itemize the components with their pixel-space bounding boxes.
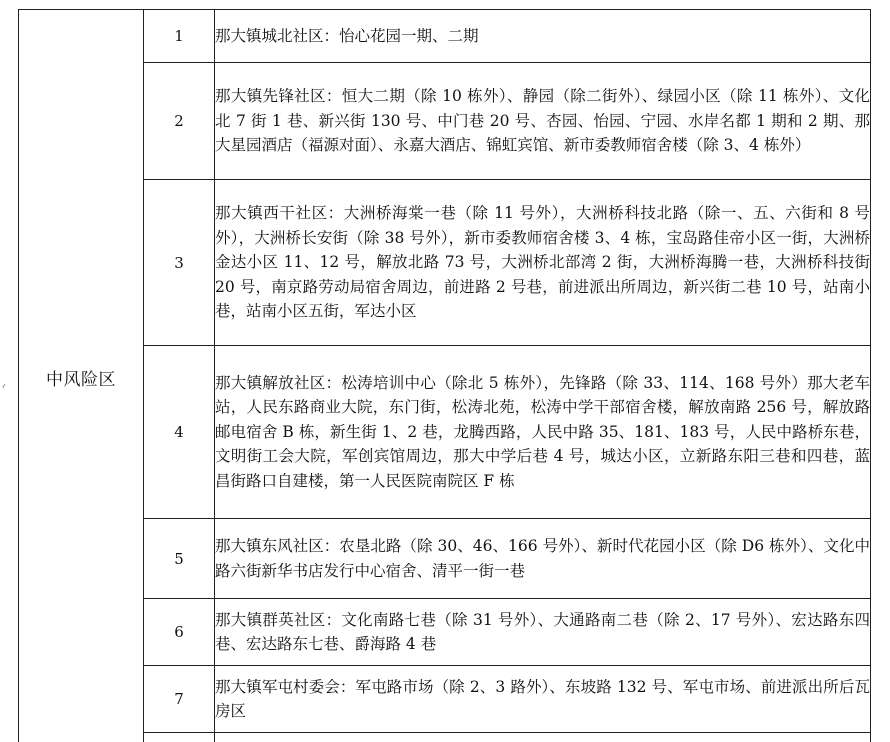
row-number: 7	[144, 666, 215, 733]
row-number: 5	[144, 519, 215, 599]
area-description: 那大镇西干社区：大洲桥海棠一巷（除 11 号外），大洲桥科技北路（除一、五、六街和 8 号外），大洲桥长安街（除 38 号外），新市委教师宿舍楼 3、4 栋，宝岛路佳帝小区一街，大洲桥金达小区 11、12 号，解放北路 73 号，大洲桥北部湾 2 街，大洲桥海腾一巷，大洲桥科技街 20 号，南京路劳动局宿舍周边，前进路 2 号巷，前进派出所周边，新兴街二巷 10 号，站南小巷，站南小区五街，军达小区	[215, 180, 871, 346]
table-row	[19, 519, 871, 599]
area-description: 那大镇军屯村委会：军屯路市场（除 2、3 路外）、东坡路 132 号、军屯市场、前进派出所后瓦房区	[215, 666, 871, 733]
row-number: 3	[144, 180, 215, 346]
table-row-partial-bottom	[19, 733, 871, 742]
table-cell	[144, 733, 215, 742]
table-row	[19, 180, 871, 346]
row-number: 4	[144, 346, 215, 519]
table-row	[19, 346, 871, 519]
row-number: 1	[144, 10, 215, 63]
table-row	[19, 599, 871, 666]
risk-category-cell	[19, 10, 144, 742]
risk-area-table	[18, 9, 871, 742]
area-description: 那大镇先锋社区：恒大二期（除 10 栋外）、静园（除二街外）、绿园小区（除 11 栋外）、文化北 7 街 1 巷、新兴街 130 号、中门巷 20 号、杏园、怡园、宁园、水岸名都 1 期和 2 期、那大星园酒店（福源对面）、永嘉大酒店、锦虹宾馆、新市委教师宿舍楼（除 3、4 栋外）	[215, 63, 871, 180]
row-number: 6	[144, 599, 215, 666]
table-row	[19, 666, 871, 733]
area-description: 那大镇城北社区：怡心花园一期、二期	[215, 10, 871, 63]
risk-category-label: 中风险区	[46, 369, 116, 390]
area-description: 那大镇解放社区：松涛培训中心（除北 5 栋外），先锋路（除 33、114、168 号外）那大老车站，人民东路商业大院，东门街，松涛北苑，松涛中学干部宿舍楼，解放南路 256 号，解放路邮电宿舍 B 栋，新生街 1、2 巷，龙腾西路，人民中路 35、181、183 号，人民中路桥东巷，文明街工会大院，军创宾馆周边，那大中学后巷 4 号，城达小区，立新路东阳三巷和四巷，蓝昌街路口自建楼，第一人民医院南院区 F 栋	[215, 346, 871, 519]
row-number: 2	[144, 63, 215, 180]
table-row	[19, 10, 871, 63]
area-description: 那大镇东风社区：农垦北路（除 30、46、166 号外）、新时代花园小区（除 D6 栋外）、文化中路六街新华书店发行中心宿舍、清平一街一巷	[215, 519, 871, 599]
table-cell	[215, 733, 871, 742]
margin-mark	[2, 384, 8, 390]
table-row	[19, 63, 871, 180]
area-description: 那大镇群英社区：文化南路七巷（除 31 号外）、大通路南二巷（除 2、17 号外）、宏达路东四巷、宏达路东七巷、爵海路 4 巷	[215, 599, 871, 666]
